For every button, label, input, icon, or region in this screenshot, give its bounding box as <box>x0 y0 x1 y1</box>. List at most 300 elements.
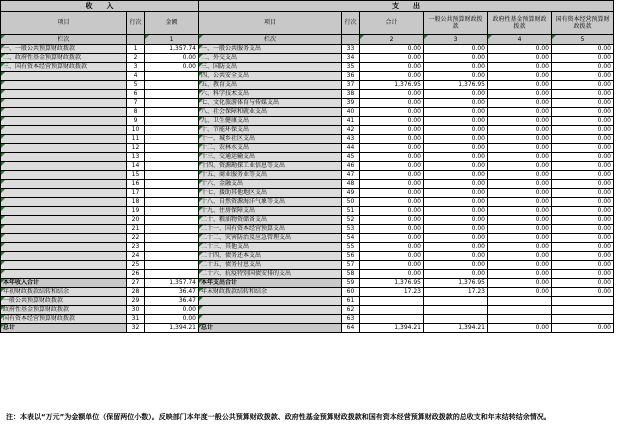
general-budget-cell[interactable]: 0.00 <box>424 153 488 162</box>
expend-item-cell[interactable]: 十四、资源勘探工业信息等支出 <box>199 162 342 171</box>
table-row <box>1 171 614 180</box>
income-row-number[interactable]: 28 <box>127 288 145 297</box>
income-row-number[interactable]: 21 <box>127 225 145 234</box>
general-budget-cell[interactable]: 0.00 <box>424 243 488 252</box>
fund-budget-cell[interactable]: 0.00 <box>488 135 552 144</box>
income-amount-cell[interactable] <box>145 171 199 180</box>
total-cell[interactable]: 0.00 <box>360 234 424 243</box>
general-budget-cell[interactable] <box>424 306 488 315</box>
total-cell[interactable]: 0.00 <box>360 270 424 279</box>
total-cell[interactable]: 0.00 <box>360 108 424 117</box>
column-number: 3 <box>424 35 488 45</box>
fund-budget-cell[interactable]: 0.00 <box>488 252 552 261</box>
income-amount-cell[interactable] <box>145 153 199 162</box>
fund-budget-cell[interactable]: 0.00 <box>488 189 552 198</box>
income-amount-cell[interactable] <box>145 207 199 216</box>
income-item-cell[interactable] <box>1 90 127 99</box>
state-capital-cell[interactable]: 0.00 <box>552 135 614 144</box>
total-cell[interactable]: 0.00 <box>360 171 424 180</box>
total-cell[interactable]: 0.00 <box>360 261 424 270</box>
total-cell[interactable]: 0.00 <box>360 63 424 72</box>
total-cell[interactable]: 0.00 <box>360 189 424 198</box>
income-amount-cell[interactable] <box>145 198 199 207</box>
expend-item-cell[interactable]: 五、教育支出 <box>199 81 342 90</box>
income-item-cell[interactable] <box>1 225 127 234</box>
expend-item-cell[interactable]: 二十、粮油物资储备支出 <box>199 216 342 225</box>
expend-row-number[interactable]: 57 <box>342 261 360 270</box>
state-capital-cell[interactable]: 0.00 <box>552 207 614 216</box>
fund-budget-cell[interactable]: 0.00 <box>488 90 552 99</box>
state-capital-cell[interactable] <box>552 297 614 306</box>
total-cell[interactable]: 0.00 <box>360 216 424 225</box>
total-cell[interactable]: 0.00 <box>360 90 424 99</box>
income-amount-cell[interactable] <box>145 162 199 171</box>
state-capital-cell[interactable]: 0.00 <box>552 180 614 189</box>
state-capital-cell[interactable]: 0.00 <box>552 234 614 243</box>
table-row <box>1 162 614 171</box>
fund-budget-cell[interactable]: 0.00 <box>488 261 552 270</box>
state-capital-cell[interactable]: 0.00 <box>552 45 614 54</box>
income-row-number[interactable]: 3 <box>127 63 145 72</box>
income-row-number[interactable]: 32 <box>127 324 145 333</box>
total-cell[interactable]: 0.00 <box>360 162 424 171</box>
expend-item-cell[interactable] <box>199 306 342 315</box>
fund-budget-cell[interactable]: 0.00 <box>488 279 552 288</box>
general-budget-cell[interactable]: 1,394.21 <box>424 324 488 333</box>
income-item-cell[interactable] <box>1 81 127 90</box>
expend-row-number[interactable]: 47 <box>342 171 360 180</box>
state-capital-cell[interactable]: 0.00 <box>552 198 614 207</box>
state-capital-cell[interactable]: 0.00 <box>552 153 614 162</box>
expend-item-cell[interactable]: 二十一、国有资本经营预算支出 <box>199 225 342 234</box>
income-amount-cell[interactable]: 36.47 <box>145 288 199 297</box>
general-budget-cell[interactable]: 0.00 <box>424 216 488 225</box>
expend-item-cell[interactable]: 二十二、灾害防治及应急管理支出 <box>199 234 342 243</box>
state-capital-cell[interactable]: 0.00 <box>552 99 614 108</box>
income-amount-cell[interactable]: 1,394.21 <box>145 324 199 333</box>
income-row-number[interactable]: 25 <box>127 261 145 270</box>
fund-budget-cell[interactable] <box>488 297 552 306</box>
expend-item-cell[interactable]: 十八、自然资源海洋气象等支出 <box>199 198 342 207</box>
income-item-cell[interactable]: 三、国有资本经营预算财政拨款 <box>1 63 127 72</box>
general-budget-cell[interactable]: 0.00 <box>424 45 488 54</box>
table-row <box>1 189 614 198</box>
income-amount-cell[interactable] <box>145 126 199 135</box>
table-row <box>1 135 614 144</box>
income-row-number[interactable]: 8 <box>127 108 145 117</box>
general-budget-cell[interactable] <box>424 315 488 324</box>
expend-item-cell[interactable]: 四、公共安全支出 <box>199 72 342 81</box>
total-cell[interactable]: 0.00 <box>360 99 424 108</box>
income-item-cell[interactable] <box>1 162 127 171</box>
income-item-cell[interactable] <box>1 99 127 108</box>
expend-item-cell[interactable]: 年末财政拨款结转和结余 <box>199 288 342 297</box>
expend-item-cell[interactable]: 一、一般公共服务支出 <box>199 45 342 54</box>
expend-row-number[interactable]: 39 <box>342 99 360 108</box>
income-amount-cell[interactable] <box>145 270 199 279</box>
column-stub-blank <box>342 35 360 45</box>
income-row-number[interactable]: 9 <box>127 117 145 126</box>
income-amount-cell[interactable] <box>145 252 199 261</box>
fund-budget-cell[interactable]: 0.00 <box>488 126 552 135</box>
fund-budget-cell[interactable]: 0.00 <box>488 225 552 234</box>
income-item-cell[interactable]: 本年收入合计 <box>1 279 127 288</box>
expend-item-cell[interactable]: 十二、农林水支出 <box>199 144 342 153</box>
income-item-cell[interactable] <box>1 180 127 189</box>
state-capital-cell[interactable] <box>552 306 614 315</box>
income-item-cell[interactable] <box>1 72 127 81</box>
total-cell[interactable]: 0.00 <box>360 117 424 126</box>
income-row-number[interactable]: 22 <box>127 234 145 243</box>
state-capital-cell[interactable]: 0.00 <box>552 90 614 99</box>
total-cell[interactable] <box>360 315 424 324</box>
expend-item-cell[interactable]: 十六、金融支出 <box>199 180 342 189</box>
fund-budget-cell[interactable]: 0.00 <box>488 288 552 297</box>
expend-row-number[interactable]: 49 <box>342 189 360 198</box>
income-amount-cell[interactable] <box>145 216 199 225</box>
total-cell[interactable]: 0.00 <box>360 135 424 144</box>
expend-item-cell[interactable]: 十一、城乡社区支出 <box>199 135 342 144</box>
general-budget-cell[interactable]: 1,376.95 <box>424 81 488 90</box>
state-capital-cell[interactable]: 0.00 <box>552 171 614 180</box>
income-row-number[interactable]: 19 <box>127 207 145 216</box>
income-item-cell[interactable] <box>1 171 127 180</box>
general-budget-cell[interactable]: 0.00 <box>424 144 488 153</box>
general-budget-cell[interactable]: 17.23 <box>424 288 488 297</box>
state-capital-cell[interactable]: 0.00 <box>552 261 614 270</box>
fund-budget-cell[interactable]: 0.00 <box>488 108 552 117</box>
expend-row-number[interactable]: 62 <box>342 306 360 315</box>
income-amount-cell[interactable]: 0.00 <box>145 54 199 63</box>
general-budget-cell[interactable]: 0.00 <box>424 135 488 144</box>
general-budget-cell[interactable]: 0.00 <box>424 198 488 207</box>
income-amount-cell[interactable] <box>145 99 199 108</box>
income-row-number[interactable]: 13 <box>127 153 145 162</box>
expend-row-number[interactable]: 45 <box>342 153 360 162</box>
fund-budget-cell[interactable]: 0.00 <box>488 198 552 207</box>
expend-row-number[interactable]: 58 <box>342 270 360 279</box>
income-row-number[interactable]: 24 <box>127 252 145 261</box>
state-capital-cell[interactable]: 0.00 <box>552 225 614 234</box>
income-row-number[interactable]: 1 <box>127 45 145 54</box>
income-amount-cell[interactable]: 36.47 <box>145 297 199 306</box>
fund-budget-cell[interactable]: 0.00 <box>488 162 552 171</box>
total-cell[interactable]: 0.00 <box>360 45 424 54</box>
total-cell[interactable]: 0.00 <box>360 252 424 261</box>
expend-row-number[interactable]: 43 <box>342 135 360 144</box>
expend-row-number[interactable]: 64 <box>342 324 360 333</box>
income-row-number[interactable]: 11 <box>127 135 145 144</box>
general-budget-cell[interactable]: 0.00 <box>424 189 488 198</box>
fund-budget-cell[interactable]: 0.00 <box>488 45 552 54</box>
income-amount-cell[interactable]: 1,357.74 <box>145 279 199 288</box>
expend-item-cell[interactable]: 十三、交通运输支出 <box>199 153 342 162</box>
state-capital-cell[interactable]: 0.00 <box>552 288 614 297</box>
expend-row-number[interactable]: 37 <box>342 81 360 90</box>
expend-item-cell[interactable]: 八、社会保障和就业支出 <box>199 108 342 117</box>
expend-row-number[interactable]: 36 <box>342 72 360 81</box>
table-row <box>1 153 614 162</box>
expend-row-number[interactable]: 38 <box>342 90 360 99</box>
general-budget-cell[interactable]: 0.00 <box>424 54 488 63</box>
expend-row-number[interactable]: 51 <box>342 207 360 216</box>
state-capital-cell[interactable]: 0.00 <box>552 216 614 225</box>
expend-row-number[interactable]: 55 <box>342 243 360 252</box>
fund-budget-cell[interactable]: 0.00 <box>488 234 552 243</box>
income-amount-cell[interactable]: 0.00 <box>145 315 199 324</box>
income-item-cell[interactable] <box>1 135 127 144</box>
income-amount-cell[interactable] <box>145 108 199 117</box>
total-cell[interactable]: 0.00 <box>360 207 424 216</box>
income-row-number[interactable]: 23 <box>127 243 145 252</box>
income-row-number[interactable]: 10 <box>127 126 145 135</box>
fund-budget-cell[interactable]: 0.00 <box>488 171 552 180</box>
expend-row-number[interactable]: 63 <box>342 315 360 324</box>
income-item-cell[interactable]: 国有资本经营预算财政拨款 <box>1 315 127 324</box>
total-cell[interactable]: 0.00 <box>360 72 424 81</box>
expend-item-cell[interactable]: 九、卫生健康支出 <box>199 117 342 126</box>
income-amount-cell[interactable]: 0.00 <box>145 63 199 72</box>
expend-item-cell[interactable]: 十七、援助其他地区支出 <box>199 189 342 198</box>
total-cell[interactable]: 1,376.95 <box>360 81 424 90</box>
fund-budget-cell[interactable]: 0.00 <box>488 207 552 216</box>
income-row-number[interactable]: 15 <box>127 171 145 180</box>
income-item-cell[interactable]: 年初财政拨款结转和结余 <box>1 288 127 297</box>
income-item-cell[interactable] <box>1 189 127 198</box>
total-cell[interactable]: 0.00 <box>360 126 424 135</box>
general-budget-cell[interactable]: 0.00 <box>424 171 488 180</box>
fund-budget-cell[interactable]: 0.00 <box>488 63 552 72</box>
table-row <box>1 243 614 252</box>
total-cell[interactable]: 1,394.21 <box>360 324 424 333</box>
general-budget-cell[interactable]: 0.00 <box>424 72 488 81</box>
income-row-number[interactable]: 4 <box>127 72 145 81</box>
state-capital-cell[interactable]: 0.00 <box>552 252 614 261</box>
state-capital-cell[interactable]: 0.00 <box>552 189 614 198</box>
income-row-number[interactable]: 18 <box>127 198 145 207</box>
state-capital-cell[interactable]: 0.00 <box>552 279 614 288</box>
fund-budget-cell[interactable]: 0.00 <box>488 144 552 153</box>
income-item-cell[interactable] <box>1 234 127 243</box>
income-amount-cell[interactable] <box>145 72 199 81</box>
expend-item-cell[interactable]: 三、国防支出 <box>199 63 342 72</box>
general-budget-cell[interactable]: 0.00 <box>424 162 488 171</box>
income-amount-cell[interactable] <box>145 243 199 252</box>
expend-item-cell[interactable]: 六、科学技术支出 <box>199 90 342 99</box>
income-row-number[interactable]: 2 <box>127 54 145 63</box>
general-budget-cell[interactable]: 0.00 <box>424 63 488 72</box>
general-budget-cell[interactable]: 0.00 <box>424 225 488 234</box>
state-capital-cell[interactable]: 0.00 <box>552 126 614 135</box>
footnote: 注：本表以“万元”为金额单位（保留两位小数）。反映部门本年度一般公共预算财政拨款、政府性基金预算财政拨款和国有资本经营预算财政拨款的总收支和年末结转结余情况。 <box>6 413 551 421</box>
expend-item-cell[interactable]: 二十五、债务付息支出 <box>199 261 342 270</box>
income-item-cell[interactable] <box>1 117 127 126</box>
state-capital-cell[interactable]: 0.00 <box>552 144 614 153</box>
income-amount-cell[interactable] <box>145 180 199 189</box>
expend-row-number[interactable]: 40 <box>342 108 360 117</box>
total-cell[interactable] <box>360 306 424 315</box>
income-amount-cell[interactable] <box>145 135 199 144</box>
expend-item-cell[interactable]: 十九、住房保障支出 <box>199 207 342 216</box>
income-amount-cell[interactable]: 0.00 <box>145 306 199 315</box>
income-item-cell[interactable] <box>1 126 127 135</box>
state-capital-cell[interactable]: 0.00 <box>552 243 614 252</box>
expend-row-number[interactable]: 46 <box>342 162 360 171</box>
expend-item-cell[interactable] <box>199 297 342 306</box>
expend-item-cell[interactable]: 本年支出合计 <box>199 279 342 288</box>
income-amount-cell[interactable] <box>145 81 199 90</box>
expend-item-cell[interactable]: 二、外交支出 <box>199 54 342 63</box>
total-cell[interactable]: 0.00 <box>360 225 424 234</box>
income-row-number[interactable]: 30 <box>127 306 145 315</box>
total-cell[interactable]: 0.00 <box>360 153 424 162</box>
expend-item-cell[interactable]: 二十三、其他支出 <box>199 243 342 252</box>
state-capital-cell[interactable]: 0.00 <box>552 162 614 171</box>
income-amount-cell[interactable] <box>145 261 199 270</box>
expend-row-number[interactable]: 56 <box>342 252 360 261</box>
income-row-number[interactable]: 16 <box>127 180 145 189</box>
general-budget-cell[interactable]: 0.00 <box>424 252 488 261</box>
income-row-number[interactable]: 29 <box>127 297 145 306</box>
general-budget-cell[interactable]: 0.00 <box>424 117 488 126</box>
income-row-number[interactable]: 20 <box>127 216 145 225</box>
fund-budget-cell[interactable]: 0.00 <box>488 243 552 252</box>
income-row-number[interactable]: 17 <box>127 189 145 198</box>
expend-row-number[interactable]: 54 <box>342 234 360 243</box>
fund-budget-cell[interactable]: 0.00 <box>488 117 552 126</box>
fund-budget-cell[interactable]: 0.00 <box>488 99 552 108</box>
total-cell[interactable]: 0.00 <box>360 180 424 189</box>
state-capital-cell[interactable]: 0.00 <box>552 108 614 117</box>
general-budget-cell[interactable]: 0.00 <box>424 207 488 216</box>
expend-row-number[interactable]: 33 <box>342 45 360 54</box>
expend-row-number[interactable]: 44 <box>342 144 360 153</box>
expend-row-number[interactable]: 61 <box>342 297 360 306</box>
general-budget-cell[interactable]: 0.00 <box>424 234 488 243</box>
expend-item-cell[interactable]: 总计 <box>199 324 342 333</box>
general-budget-cell[interactable]: 0.00 <box>424 180 488 189</box>
state-capital-cell[interactable]: 0.00 <box>552 117 614 126</box>
general-budget-cell[interactable]: 0.00 <box>424 90 488 99</box>
income-item-cell[interactable] <box>1 108 127 117</box>
expend-row-number[interactable]: 52 <box>342 216 360 225</box>
fund-budget-cell[interactable]: 0.00 <box>488 180 552 189</box>
total-cell[interactable]: 0.00 <box>360 54 424 63</box>
state-capital-cell[interactable] <box>552 315 614 324</box>
state-capital-cell[interactable]: 0.00 <box>552 81 614 90</box>
income-item-cell[interactable] <box>1 153 127 162</box>
income-item-cell[interactable]: 一、一般公共预算财政拨款 <box>1 45 127 54</box>
state-capital-cell[interactable]: 0.00 <box>552 63 614 72</box>
state-capital-cell[interactable]: 0.00 <box>552 72 614 81</box>
table-row <box>1 99 614 108</box>
income-row-number[interactable]: 14 <box>127 162 145 171</box>
expend-row-number[interactable]: 53 <box>342 225 360 234</box>
income-row-number[interactable]: 26 <box>127 270 145 279</box>
general-budget-cell[interactable]: 0.00 <box>424 126 488 135</box>
expend-row-number[interactable]: 50 <box>342 198 360 207</box>
expend-row-number[interactable]: 59 <box>342 279 360 288</box>
expend-row-number[interactable]: 60 <box>342 288 360 297</box>
fund-budget-cell[interactable]: 0.00 <box>488 270 552 279</box>
income-amount-cell[interactable]: 1,357.74 <box>145 45 199 54</box>
income-amount-cell[interactable] <box>145 225 199 234</box>
income-row-number[interactable]: 12 <box>127 144 145 153</box>
total-cell[interactable]: 0.00 <box>360 243 424 252</box>
fund-budget-cell[interactable]: 0.00 <box>488 153 552 162</box>
income-item-cell[interactable] <box>1 270 127 279</box>
total-cell[interactable]: 1,376.95 <box>360 279 424 288</box>
income-row-number[interactable]: 27 <box>127 279 145 288</box>
general-budget-cell[interactable]: 0.00 <box>424 108 488 117</box>
fund-budget-cell[interactable]: 0.00 <box>488 324 552 333</box>
income-item-cell[interactable] <box>1 252 127 261</box>
fund-budget-cell[interactable] <box>488 315 552 324</box>
income-item-cell[interactable] <box>1 207 127 216</box>
general-budget-cell[interactable]: 1,376.95 <box>424 279 488 288</box>
income-header: 收 入 <box>1 1 199 12</box>
general-budget-cell[interactable]: 0.00 <box>424 270 488 279</box>
income-item-cell[interactable] <box>1 243 127 252</box>
income-amount-cell[interactable] <box>145 90 199 99</box>
general-budget-cell[interactable]: 0.00 <box>424 99 488 108</box>
expend-item-cell[interactable]: 七、文化旅游体育与传媒支出 <box>199 99 342 108</box>
fund-budget-cell[interactable] <box>488 306 552 315</box>
income-item-cell[interactable] <box>1 216 127 225</box>
general-budget-cell[interactable] <box>424 297 488 306</box>
state-capital-cell[interactable]: 0.00 <box>552 270 614 279</box>
income-item-cell[interactable] <box>1 144 127 153</box>
general-budget-cell[interactable]: 0.00 <box>424 261 488 270</box>
income-row-number[interactable]: 7 <box>127 99 145 108</box>
income-item-cell[interactable]: 政府性基金预算财政拨款 <box>1 306 127 315</box>
fund-budget-cell[interactable]: 0.00 <box>488 72 552 81</box>
state-capital-cell[interactable]: 0.00 <box>552 54 614 63</box>
expend-item-cell[interactable]: 二十四、债务还本支出 <box>199 252 342 261</box>
income-row-number[interactable]: 31 <box>127 315 145 324</box>
expend-item-cell[interactable]: 十五、商业服务业等支出 <box>199 171 342 180</box>
total-cell[interactable]: 0.00 <box>360 198 424 207</box>
income-amount-cell[interactable] <box>145 117 199 126</box>
income-amount-cell[interactable] <box>145 189 199 198</box>
expend-item-cell[interactable]: 十、节能环保支出 <box>199 126 342 135</box>
income-item-cell[interactable]: 一般公共预算财政拨款 <box>1 297 127 306</box>
expend-row-number[interactable]: 41 <box>342 117 360 126</box>
income-amount-cell[interactable] <box>145 234 199 243</box>
income-item-cell[interactable]: 二、政府性基金预算财政拨款 <box>1 54 127 63</box>
total-cell[interactable] <box>360 297 424 306</box>
income-row-number[interactable]: 5 <box>127 81 145 90</box>
income-row-number[interactable]: 6 <box>127 90 145 99</box>
income-item-cell[interactable] <box>1 198 127 207</box>
fund-budget-cell[interactable]: 0.00 <box>488 216 552 225</box>
table-row <box>1 144 614 153</box>
expend-row-number[interactable]: 42 <box>342 126 360 135</box>
fund-budget-cell[interactable]: 0.00 <box>488 81 552 90</box>
expend-row-number[interactable]: 35 <box>342 63 360 72</box>
income-item-cell[interactable]: 总计 <box>1 324 127 333</box>
total-cell[interactable]: 17.23 <box>360 288 424 297</box>
expend-item-cell[interactable] <box>199 315 342 324</box>
expend-item-cell[interactable]: 二十六、抗疫特别国债安排的支出 <box>199 270 342 279</box>
fund-budget-cell[interactable]: 0.00 <box>488 54 552 63</box>
state-capital-cell[interactable]: 0.00 <box>552 324 614 333</box>
expend-row-number[interactable]: 34 <box>342 54 360 63</box>
total-cell[interactable]: 0.00 <box>360 144 424 153</box>
income-amount-cell[interactable] <box>145 144 199 153</box>
expend-row-number[interactable]: 48 <box>342 180 360 189</box>
income-item-cell[interactable] <box>1 261 127 270</box>
